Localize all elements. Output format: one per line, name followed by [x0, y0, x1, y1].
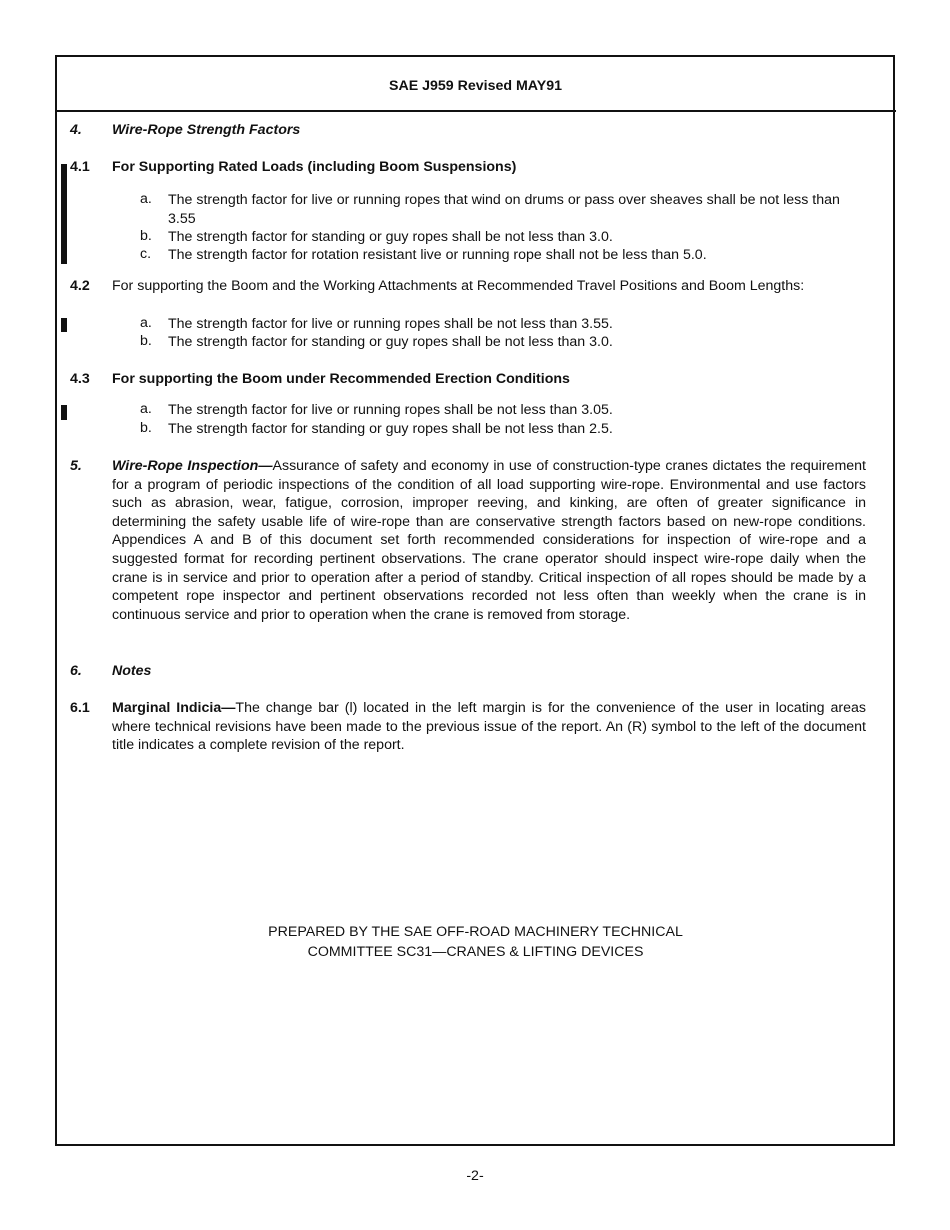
section-6-1-number: 6.1: [70, 700, 90, 716]
section-6-number: 6.: [70, 663, 82, 679]
list-item-letter: b.: [140, 228, 152, 244]
list-item-letter: b.: [140, 420, 152, 436]
document-title: SAE J959 Revised MAY91: [389, 78, 562, 94]
section-5-title: Wire-Rope Inspection—: [112, 458, 273, 474]
change-bar: [61, 318, 67, 332]
list-item-letter: b.: [140, 333, 152, 349]
list-item-text: The strength factor for standing or guy ropes shall be not less than 2.5.: [168, 421, 613, 437]
change-bar: [61, 405, 67, 420]
change-bar: [61, 164, 67, 264]
section-4-title: Wire-Rope Strength Factors: [112, 122, 301, 138]
section-6-1-title: Marginal Indicia—: [112, 700, 236, 716]
list-item-text: The strength factor for live or running ropes shall be not less than 3.55.: [168, 316, 613, 332]
list-item-text: The strength factor for live or running ropes that wind on drums or pass over sheaves shall be not less than 3.55: [168, 192, 840, 227]
prepared-by-line-2: COMMITTEE SC31—CRANES & LIFTING DEVICES: [307, 944, 644, 960]
list-item-letter: c.: [140, 246, 152, 262]
section-5-paragraph: [112, 457, 866, 624]
section-4-1-number: 4.1: [70, 159, 90, 175]
list-item-text: The strength factor for live or running ropes shall be not less than 3.05.: [168, 402, 613, 418]
section-6-1-paragraph: [112, 699, 866, 755]
section-4-3-number: 4.3: [70, 371, 90, 387]
prepared-by-line-1: PREPARED BY THE SAE OFF-ROAD MACHINERY TECHNICAL: [268, 924, 683, 940]
section-5-body: Assurance of safety and economy in use of construction-type cranes dictates the requirement for a program of periodic inspections of the condition of all load supporting wire-rope. Environmental and use factors such as abrasion, wear, fatigue, corrosion, improper reeving, and kinking, are often of greater significance in determining the safety usable life of wire-rope than are conservative strength factors based on new-rope conditions. Appendices A and B of this document set forth recommended considerations for inspection of wire-rope and a suggested format for recording pertinent observations. The crane operator should inspect wire-rope daily when the crane is in service and prior to operation after a period of standby. Critical inspection of all ropes should be made by a competent rope inspector and pertinent observations recorded not less often than weekly when the crane is in continuous service and prior to operation when the crane is removed from storage.: [112, 458, 866, 623]
section-4-2-number: 4.2: [70, 278, 90, 294]
section-5-number: 5.: [70, 458, 82, 474]
list-item-letter: a.: [140, 401, 152, 417]
section-4-1-title: For Supporting Rated Loads (including Boom Suspensions): [112, 159, 517, 175]
list-item-letter: a.: [140, 191, 152, 207]
section-4-2-title: For supporting the Boom and the Working Attachments at Recommended Travel Positions and Boom Lengths:: [112, 278, 805, 294]
header-divider: [55, 110, 896, 112]
section-6-1-body: The change bar (l) located in the left margin is for the convenience of the user in locating areas where technical revisions have been made to the previous issue of the report. An (R) symbol to the left of the document title indicates a complete revision of the report.: [112, 700, 866, 754]
list-item-text: The strength factor for standing or guy ropes shall be not less than 3.0.: [168, 229, 613, 245]
page-number: -2-: [466, 1168, 484, 1184]
section-4-3-title: For supporting the Boom under Recommended Erection Conditions: [112, 371, 570, 387]
list-item-letter: a.: [140, 315, 152, 331]
prepared-by-block: [55, 922, 896, 962]
list-item-text: The strength factor for standing or guy ropes shall be not less than 3.0.: [168, 334, 613, 350]
section-6-title: Notes: [112, 663, 152, 679]
section-4-number: 4.: [70, 122, 82, 138]
list-item-text: The strength factor for rotation resistant live or running rope shall not be less than 5.0.: [168, 247, 707, 263]
